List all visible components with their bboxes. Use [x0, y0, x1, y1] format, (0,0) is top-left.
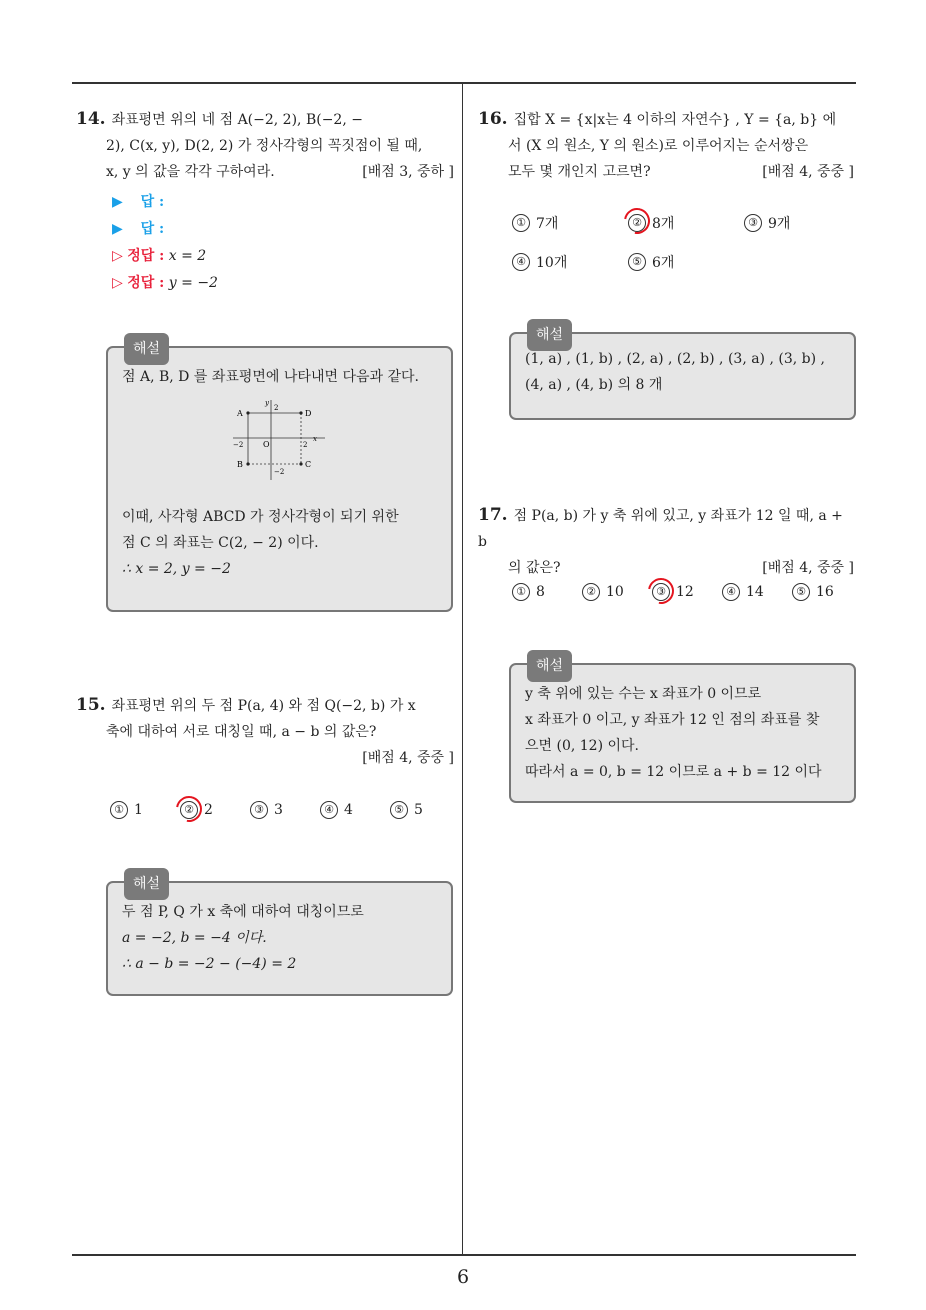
solution-box-16	[509, 327, 856, 420]
problem-number: 17.	[478, 505, 508, 525]
problem-number: 15.	[76, 695, 106, 715]
label-a: A	[236, 409, 243, 418]
solution-line: 점 A, B, D 를 좌표평면에 나타내면 다음과 같다.	[122, 369, 419, 385]
score-label: [배점 4, 중중 ]	[762, 560, 854, 576]
problem-15	[76, 692, 454, 771]
problem-14	[76, 106, 454, 297]
tick-ym2: −2	[273, 468, 284, 476]
choice-1[interactable]: ① 8	[512, 583, 582, 601]
choice-5[interactable]: ⑤ 5	[390, 801, 460, 819]
solution-line: (1, a) , (1, b) , (2, a) , (2, b) , (3, a) , (3, b) ,	[525, 351, 825, 367]
correct-answer-2: ▷ 정답 : y = −2	[112, 275, 218, 291]
label-y: y	[264, 399, 269, 407]
choice-4[interactable]: ④ 10개	[512, 252, 628, 272]
solution-box-17	[509, 658, 856, 803]
choice-2[interactable]: ② 2	[180, 801, 250, 819]
problem-number: 16.	[478, 109, 508, 129]
problem-16-line1: 16. 집합 X = {x|x는 4 이하의 자연수} , Y = {a, b} 에	[478, 109, 837, 129]
label-origin: O	[262, 440, 270, 449]
choice-3[interactable]: ③ 3	[250, 801, 320, 819]
score-label: [배점 4, 중중 ]	[762, 164, 854, 180]
choices-15	[110, 801, 460, 819]
coordinate-figure	[225, 398, 335, 484]
choices-16-row2	[512, 252, 744, 272]
point-d	[299, 411, 302, 414]
label-d: D	[304, 409, 311, 418]
solution-line: y 축 위에 있는 수는 x 좌표가 0 이므로	[525, 686, 762, 702]
problem-16-line3: 모두 몇 개인지 고르면? [배점 4, 중중 ]	[478, 159, 854, 185]
solution-line: 점 C 의 좌표는 C(2, − 2) 이다.	[122, 535, 319, 551]
label-c: C	[304, 460, 311, 469]
choice-5[interactable]: ⑤ 16	[792, 583, 862, 601]
point-b	[246, 462, 249, 465]
problem-16	[478, 106, 854, 185]
choices-16-row1	[512, 213, 844, 233]
solution-line: 따라서 a = 0, b = 12 이므로 a + b = 12 이다	[525, 764, 822, 780]
top-rule	[72, 82, 856, 84]
problem-15-line1: 15. 좌표평면 위의 두 점 P(a, 4) 와 점 Q(−2, b) 가 x	[76, 695, 416, 715]
choice-1[interactable]: ① 7개	[512, 213, 628, 233]
problem-14-line3: x, y 의 값을 각각 구하여라. [배점 3, 중하 ]	[76, 159, 454, 185]
choice-2[interactable]: ② 10	[582, 583, 652, 601]
solution-line: 두 점 P, Q 가 x 축에 대하여 대칭이므로	[122, 904, 364, 920]
solution-tag: 해설	[527, 650, 572, 682]
solution-box-15	[106, 876, 453, 996]
bottom-rule	[72, 1254, 856, 1256]
point-c	[299, 462, 302, 465]
tick-x2: 2	[302, 441, 307, 449]
choice-2[interactable]: ② 8개	[628, 213, 744, 233]
choice-4[interactable]: ④ 14	[722, 583, 792, 601]
solution-tag: 해설	[124, 333, 169, 365]
selected-mark	[619, 203, 655, 239]
solution-line: 으면 (0, 12) 이다.	[525, 738, 639, 754]
choice-1[interactable]: ① 1	[110, 801, 180, 819]
label-b: B	[236, 460, 243, 469]
problem-16-line2: 서 (X 의 원소, Y 의 원소)로 이루어지는 순서쌍은	[508, 138, 809, 154]
problem-14-line1: 14. 좌표평면 위의 네 점 A(−2, 2), B(−2, −	[76, 109, 363, 129]
solution-line: a = −2, b = −4 이다.	[122, 930, 267, 946]
page-number: 6	[456, 1266, 470, 1288]
problem-number: 14.	[76, 109, 106, 129]
tick-xm2: −2	[232, 441, 243, 449]
solution-line: ∴ x = 2, y = −2	[122, 561, 231, 577]
score-label: [배점 3, 중하 ]	[362, 164, 454, 180]
score-label: [배점 4, 중중 ]	[362, 750, 454, 766]
choice-5[interactable]: ⑤ 6개	[628, 252, 744, 272]
choices-17	[512, 583, 862, 601]
choice-3[interactable]: ③ 12	[652, 583, 722, 601]
solution-line: 이때, 사각형 ABCD 가 정사각형이 되기 위한	[122, 509, 399, 525]
solution-line: (4, a) , (4, b) 의 8 개	[525, 377, 663, 393]
answer-field-1[interactable]: ▶ 답 :	[112, 194, 165, 210]
label-x: x	[312, 435, 317, 443]
answer-field-2[interactable]: ▶ 답 :	[112, 221, 165, 237]
solution-box-14	[106, 341, 453, 612]
choice-3[interactable]: ③ 9개	[744, 213, 844, 233]
solution-line: x 좌표가 0 이고, y 좌표가 12 인 점의 좌표를 찾	[525, 712, 820, 728]
problem-17-line1: 17. 점 P(a, b) 가 y 축 위에 있고, y 좌표가 12 일 때, a + b	[478, 505, 843, 550]
solution-line: ∴ a − b = −2 − (−4) = 2	[122, 956, 297, 972]
problem-15-line2: 축에 대하여 서로 대칭일 때, a − b 의 값은?	[106, 724, 377, 740]
problem-17-line2: 의 값은? [배점 4, 중중 ]	[478, 555, 854, 581]
choice-4[interactable]: ④ 4	[320, 801, 390, 819]
correct-answer-1: ▷ 정답 : x = 2	[112, 248, 207, 264]
point-a	[246, 411, 249, 414]
solution-tag: 해설	[527, 319, 572, 351]
problem-14-line2: 2), C(x, y), D(2, 2) 가 정사각형의 꼭짓점이 될 때,	[106, 138, 423, 154]
tick-y2: 2	[273, 404, 278, 412]
column-divider	[462, 84, 463, 1254]
selected-mark	[171, 791, 207, 827]
solution-tag: 해설	[124, 868, 169, 900]
problem-17	[478, 502, 854, 581]
